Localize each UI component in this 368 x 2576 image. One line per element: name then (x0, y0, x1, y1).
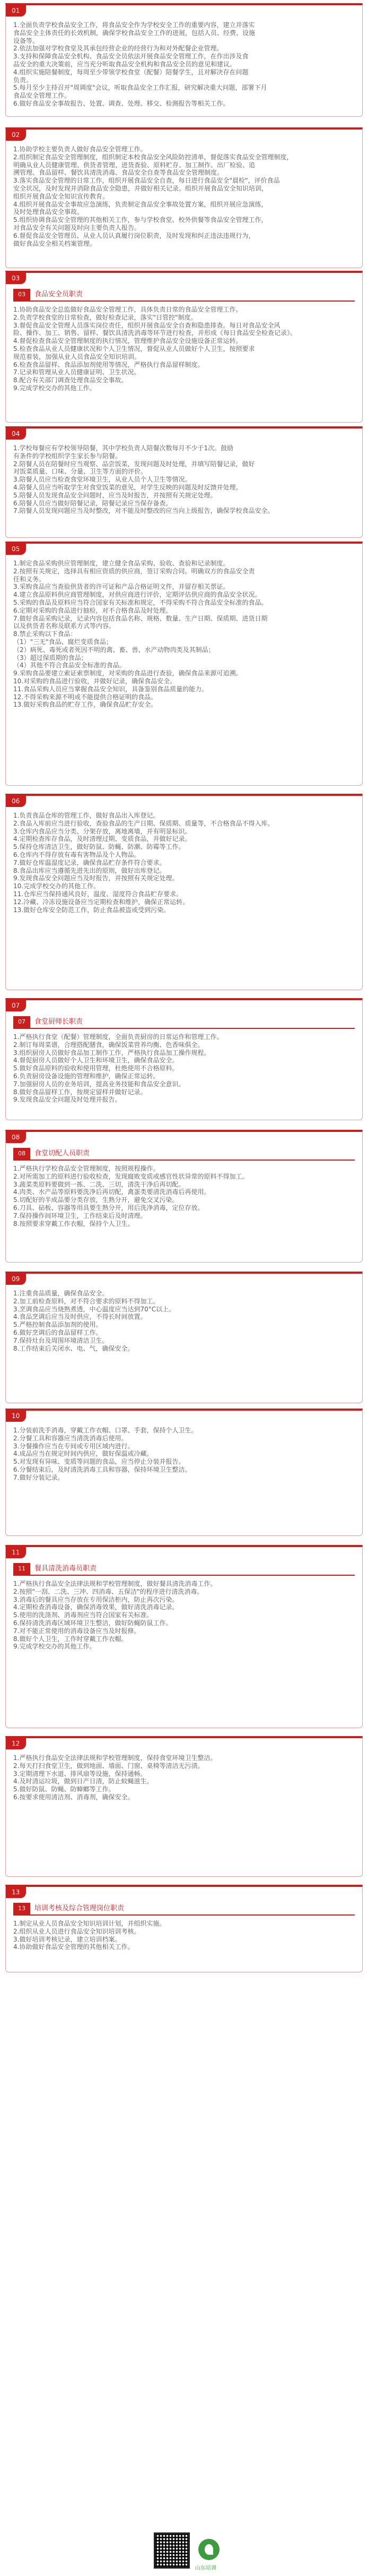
body-line: 4.定期检查库存食品，及时清理过期、变质食品，并做好记录。 (13, 835, 191, 843)
duty-section-11 (5, 1545, 363, 1728)
body-line: 3.分餐操作应当在专间或专用区域内进行。 (13, 1442, 134, 1450)
section-title (13, 1148, 355, 1161)
section-title (13, 1903, 355, 1916)
body-line: 5.陪餐人员发现食品安全问题时，应当及时报告，并按照有关规定处理。 (13, 491, 217, 499)
section-title-number: 07 (13, 1016, 30, 1028)
body-line: 8.做好食品留样工作，按规定留样并做好记录。 (13, 1088, 147, 1096)
duty-section-10 (5, 1409, 363, 1536)
body-line: 溯管理、食品留样、餐饮具清洗消毒、食品安全自查等食品安全管理制度。 (13, 169, 224, 177)
section-body (13, 145, 355, 263)
body-line: 2.分餐工具和容器应当清洗消毒后使用。 (13, 1434, 128, 1442)
duty-section-09 (5, 1272, 363, 1403)
body-line: 2.负责学校食堂的日常检查，做好检查记录，落实"日管控"制度。 (13, 313, 197, 321)
body-line: 6.保持清洗消毒区域环境卫生整洁，做好防蝇防鼠工作。 (13, 1619, 172, 1627)
body-line: 13.做好仓库安全防范工作，防止食品被盗或受到污染。 (13, 906, 170, 914)
body-line: 7.对不能正常使用的消毒设备应当及时报修。 (13, 1627, 141, 1635)
section-title-number: 13 (13, 1903, 30, 1914)
body-line: 8.按照要求穿戴工作衣帽，保持个人卫生。 (13, 1220, 134, 1227)
section-title (13, 1016, 355, 1029)
section-title-number: 08 (13, 1148, 30, 1160)
section-body (13, 1290, 355, 1398)
section-title-text: 培训考核及综合管理岗位职责 (34, 1904, 125, 1912)
body-line: 9.发现食品安全问题应当及时报告，并按照有关规定处理。 (13, 874, 179, 882)
body-line: 6.仓库内不得存放有毒有害物品及个人物品。 (13, 851, 141, 858)
section-body (13, 1165, 355, 1258)
section-tab: 05 (5, 543, 26, 555)
section-tab: 03 (5, 272, 26, 284)
section-body (13, 444, 355, 533)
duty-section-06 (5, 794, 363, 990)
body-line: 5.使用的洗涤剂、消毒剂应当符合国家有关标准。 (13, 1611, 153, 1619)
section-body (13, 812, 355, 985)
body-line: 6.刀具、砧板、容器等用具要生熟分开，用后洗净消毒，定位存放。 (13, 1204, 204, 1212)
qr-code (154, 2532, 190, 2569)
duty-section-05 (5, 542, 363, 786)
body-line: 2.每天打扫食堂卫生，做到地面、墙面、门窗、桌椅等清洁无污渍。 (13, 1762, 204, 1770)
section-title (13, 1563, 355, 1576)
body-line: 9.采购食品要建立索证索票制度，对采购的食品进行查验，确保食品来源可追溯。 (13, 669, 242, 677)
body-line: 5.严格控制食品添加剂的使用。 (13, 1321, 102, 1329)
body-line: 以及供货者名称及联系方式等内容。 (13, 622, 116, 630)
section-title (13, 289, 355, 302)
body-line: 8.禁止采购以下食品： (13, 630, 77, 638)
body-line: 5.采购的食品及原料应当符合国家有关标准和规定，不得采购不符合食品安全标准的食品。 (13, 598, 268, 606)
section-tab: 13 (5, 1886, 26, 1898)
body-line: 4.及时清运垃圾，做到日产日清，防止蚊蝇滋生。 (13, 1778, 153, 1785)
body-line: 7.保持灶台及周围环境清洁卫生。 (13, 1336, 109, 1344)
section-body (13, 1580, 355, 1723)
body-line: 6.做好食品安全事故报告、处置、调查、处理、移交、检测报告等相关工作。 (13, 99, 230, 107)
body-line: 10.完成学校交办的其他工作。 (13, 882, 100, 890)
body-line: 2.食品入库前应当进行验收，查验食品的生产日期、保质期、质量等，不合格食品不得入库。 (13, 819, 274, 827)
body-line: 4.组织实施陪餐制度，每周至少带领学校食堂（配餐）陪餐学生，且对解决存在问题 (13, 68, 249, 76)
body-line: 2.陪餐人员在陪餐时应当观察、品尝饭菜，发现问题及时处理，并填写陪餐记录，做好 (13, 460, 255, 468)
body-line: 品安全的重大决策前，应当充分听取食品安全机构和食品安全员的意见和建议。 (13, 60, 236, 68)
body-line: 1.全面负责学校食品安全工作，将食品安全作为学校安全工作的重要内容，建立并落实 (13, 21, 255, 29)
body-line: 9.完成学校交办的其他工作。 (13, 1643, 96, 1651)
duty-section-03 (5, 271, 363, 423)
body-line: 5.做好防鼠、防蝇、防蟑螂等工作。 (13, 1785, 115, 1793)
body-line: 1.协助学校主要负责人做好食品安全管理工作。 (13, 145, 147, 153)
body-line: 12.不得采购来源不明或不能提供合格证明的食品。 (13, 693, 157, 701)
body-line: 3.做好培训考核记录，建立培训档案。 (13, 1935, 121, 1943)
body-line: 5.组织协调食品安全管理的其他相关工作，参与学校食堂、校外供餐等食品安全管理工作， (13, 216, 268, 224)
section-tab: 07 (5, 1000, 26, 1011)
body-line: 1.注重食品质量，确保食品安全。 (13, 1290, 109, 1297)
section-title-text: 食品安全员职责 (34, 290, 83, 298)
section-body (13, 1427, 355, 1531)
body-line: 6.定期对采购的食品进行抽检，对不合格食品及时处理。 (13, 606, 172, 614)
body-line: 3.陪餐人员应当检查食堂环境卫生，从业人员个人卫生等情况。 (13, 476, 191, 484)
body-line: 9.发现食品安全问题及时处理并报告。 (13, 1096, 121, 1104)
section-tab: 08 (5, 1131, 26, 1143)
section-tab: 12 (5, 1738, 26, 1749)
body-line: 1.严格执行食品安全法律法规和学校管理制度，保持食堂环境卫生整洁。 (13, 1754, 217, 1762)
body-line: 对饭菜质量、口味、分量、卫生等方面的评价。 (13, 468, 147, 476)
body-line: 8.配合有关部门调查处理食品安全事故。 (13, 376, 128, 384)
section-title-text: 食堂切配人员职责 (34, 1149, 90, 1157)
section-body (13, 21, 355, 112)
body-line: 7.保持操作间环境卫生，工作结束后及时清理。 (13, 1212, 147, 1220)
body-line: 7.加强厨房人员的业务培训，提高业务技能和食品安全意识。 (13, 1080, 185, 1088)
body-line: 2.制订每周菜谱，合理搭配膳食，确保饭菜营养均衡、色香味俱全。 (13, 1041, 204, 1049)
body-line: 11.仓库应当保持通风良好，温度、湿度符合食品贮存要求。 (13, 890, 183, 898)
section-tab: 01 (5, 5, 26, 16)
body-line: 5.保持仓库清洁卫生，做好防鼠、防蝇、防潮、防霉等工作。 (13, 843, 185, 851)
section-title-number: 03 (13, 289, 30, 300)
body-line: 2.按照有关规定，选择具有相应资质的供应商，签订采购合同。明确双方的食品安全责 (13, 567, 255, 575)
body-line: 4.督促厨房人员做好个人卫生和环境卫生，确保食品安全。 (13, 1057, 179, 1064)
duty-section-01 (5, 3, 363, 117)
section-title-number: 11 (13, 1563, 30, 1575)
body-line: 12.冷藏、冷冻设施设备应当定期检查和维护，确保正常运转。 (13, 898, 189, 906)
body-line: （1）"三无"食品、腐烂变质食品； (13, 638, 112, 646)
body-line: 2.加工前检查原料，对不符合要求的原料不得加工。 (13, 1297, 160, 1305)
section-title-text: 餐具清洗消毒员职责 (34, 1565, 97, 1573)
body-line: 3.落实食品安全管理的日常工作，组织开展食品安全自查，每日进行食品安全"晨检"，评价食品 (13, 177, 280, 185)
body-line: 6.做好烹调后的食品留样工作。 (13, 1328, 102, 1336)
body-line: 4.建立食品原料供应商管理制度，对供应商进行评价，定期评估供应商的食品安全状况。 (13, 591, 261, 599)
body-line: 3.采购食品应当查验供货者的许可证和产品合格证明文件，并留存相关票证。 (13, 583, 230, 591)
body-line: 3.定期清理下水道、排风扇等设施，保持通畅。 (13, 1770, 147, 1778)
body-line: 4.陪餐人员应当听取学生对食堂饭菜的意见，对学生反映的问题及时反馈并处理。 (13, 483, 242, 491)
body-line: 4.协助做好食品安全管理的其他相关工作。 (13, 1943, 134, 1951)
body-line: 5.对发现有异味、变质等问题的食品，应当停止分装并报告。 (13, 1458, 185, 1466)
body-line: 7.做好食品采购记录，记录内容包括食品名称、规格、数量、生产日期、保质期、进货日期 (13, 614, 268, 622)
body-line: 1.学校每餐应有学校领导陪餐，其中学校负责人陪餐次数每月不少于1次。鼓励 (13, 444, 234, 452)
section-body (13, 306, 355, 418)
body-line: 4.组织开展食品安全事故应急演练，负责制定食品安全事故处置方案，组织开展应急演练， (13, 200, 268, 208)
section-tab: 10 (5, 1410, 26, 1422)
section-tab: 04 (5, 428, 26, 440)
body-line: 9.完成学校交办的其他工作。 (13, 384, 96, 392)
body-line: 6.负责厨房设备设施的管理和维护，确保正常运转。 (13, 1072, 160, 1080)
body-line: 3.消毒后的餐具应当存放在专用保洁柜内，防止再次污染。 (13, 1595, 179, 1603)
body-line: 4.督促检查食品安全管理制度的执行情况，管理维护食品安全设施设备正常运转。 (13, 337, 242, 345)
body-line: 险、操作、加工、销售、留样、餐饮具清洗消毒等环节进行检查，并形成《每日食品安全检查记录》。 (13, 329, 297, 337)
body-line: （4）其他不符合食品安全标准的食品。 (13, 662, 126, 669)
duty-section-12 (5, 1736, 363, 1877)
body-line: 7.做好仓库温湿度记录，确保食品贮存条件符合要求。 (13, 858, 166, 866)
body-line: 6.督促食品安全管理员、从业人员认真履行岗位职责，及时发现和纠正违法违规行为， (13, 231, 255, 239)
body-line: 5.做好食品原料的验收和使用管理，杜绝使用不合格原料。 (13, 1064, 179, 1072)
section-body (13, 1033, 355, 1115)
footer-label: 山东培训 (195, 2565, 216, 2571)
body-line: 1.严格执行学校食品安全管理制度，按照规程操作。 (13, 1165, 160, 1172)
body-line: 6.分餐结束后，及时清洗消毒工具和容器，保持环境卫生整洁。 (13, 1465, 191, 1473)
body-line: 3.组织厨房人员做好食品加工制作工作，严格执行食品加工操作规程。 (13, 1049, 211, 1057)
body-line: 3.支持和保障食品安全机构、食品安全员依法开展食品安全管理工作，在作出涉及食 (13, 53, 249, 61)
brand-logo-icon (198, 2539, 220, 2560)
section-body (13, 1754, 355, 1872)
body-line: 3.仓库内食品应当分类、分架存放，离地离墙，并有明显标识。 (13, 827, 191, 835)
body-line: 8.工作结束后关闭水、电、气，确保安全。 (13, 1344, 134, 1352)
body-line: 任和义务。 (13, 575, 46, 583)
body-line: 13.做好采购食品的贮存工作，确保食品贮存安全。 (13, 701, 157, 709)
body-line: 负责。 (13, 76, 33, 84)
section-body (13, 1920, 355, 1968)
section-tab: 09 (5, 1273, 26, 1285)
duty-section-04 (5, 426, 363, 538)
body-line: 2.组织从业人员进行食品安全知识培训考核。 (13, 1927, 141, 1935)
body-line: 1.协助食品安全总监做好食品安全管理工作，具体负责日常的食品安全管理工作。 (13, 306, 242, 313)
section-tab: 11 (5, 1547, 26, 1558)
body-line: 规范着装，加强从业人员食品安全知识培训。 (13, 353, 141, 360)
body-line: 4.成品应当在规定时间内供应，做好保温或冷藏。 (13, 1450, 153, 1458)
body-line: 5.每月至少主持召开"周调度"会议，听取食品安全工作汇报，研究解决重大问题，部署下月 (13, 84, 267, 92)
body-line: 8.食品出库应当遵循先进先出的原则，做好出库登记。 (13, 866, 166, 874)
body-line: 8.做好个人卫生，工作时穿戴工作衣帽。 (13, 1635, 128, 1643)
body-line: 有条件的学校组织学生家长参与陪餐。 (13, 452, 122, 460)
body-line: 11.食品采购人员应当掌握食品安全知识，具备鉴别食品质量的能力。 (13, 685, 208, 693)
section-tab: 06 (5, 795, 26, 807)
duty-section-13 (5, 1885, 363, 1972)
body-line: 设备等。 (13, 37, 39, 45)
body-line: 1.制定食品采购供应管理制度，建立健全食品采购、验收、查验和记录制度。 (13, 560, 230, 567)
duty-section-08 (5, 1130, 363, 1263)
body-line: 3.蔬菜类原料要做到一拣、二洗、三切，清洗干净后再切配。 (13, 1180, 185, 1188)
section-body (13, 560, 355, 781)
body-line: 5.切配好的半成品要分类存放，生熟分开，避免交叉污染。 (13, 1196, 179, 1204)
body-line: 做好食品安全相关档案管理。 (13, 239, 97, 247)
section-tab: 02 (5, 129, 26, 141)
body-line: 组织开展食品安全知识宣传教育。 (13, 192, 109, 200)
body-line: 1.制定从业人员食品安全知识培训计划，并组织实施。 (13, 1920, 166, 1927)
body-line: 2.依法加强对学校食堂及其承包经营企业的经营行为和对外配餐企业管理。 (13, 45, 223, 53)
body-line: 7.记录和管理从业人员健康证明、卫生状况。 (13, 368, 141, 376)
body-line: 食品安全主体责任的长效机制，确保学校食品安全工作的进展，包括人员、经费、设施 (13, 29, 256, 37)
body-line: 1.严格执行食堂（配餐）管理制度，全面负责厨房的日常运作和管理工作。 (13, 1033, 223, 1041)
body-line: 2.按照"一刮、二洗、三冲、四消毒、五保洁"的程序进行清洗消毒。 (13, 1587, 204, 1595)
body-line: 2.对所需加工的原料进行验收检查，发现腐败变质或感官性状异常的原料不得加工。 (13, 1172, 249, 1180)
body-line: 4.食品烹调后应当及时供应，不得长时间放置。 (13, 1313, 147, 1321)
body-line: 1.严格执行食品安全法律法规和学校管理制度，做好餐具清洗消毒工作。 (13, 1580, 217, 1587)
duty-section-07 (5, 998, 363, 1120)
body-line: 食品安全管理工作。 (13, 92, 71, 100)
body-line: 2.组织制定食品安全管理制度，组织制定本校食品安全风险防控清单，督促落实食品安全管理制度， (13, 153, 293, 161)
body-line: 7.做好分装记录。 (13, 1473, 64, 1481)
body-line: 5.检查食品从业人员健康状况和个人卫生情况，督促从业人员做好个人卫生，按照要求 (13, 345, 255, 353)
body-line: 10.对采购的食品进行验收，并做好记录，确保食品安全。 (13, 677, 177, 685)
body-line: （2）病死、毒死或者死因不明的禽、畜、兽、水产动物肉类及其制品； (13, 646, 215, 654)
body-line: 7.陪餐人员发现问题应当及时整改，对不能及时整改的应当向上级报告，确保学校食品安全。 (13, 507, 274, 515)
body-line: 4.肉类、水产品等原料要洗净后再切配，禽蛋类要清洗消毒后再使用。 (13, 1188, 211, 1196)
body-line: 6.检查食品留样、食品添加剂使用等情况，严格执行食品留样制度。 (13, 360, 204, 368)
duty-section-02 (5, 127, 363, 268)
body-line: 4.定期检查消毒设备，确保消毒效果，做好清洗消毒记录。 (13, 1603, 179, 1611)
body-line: 对食品安全有关问题及时向主要负责人报告。 (13, 224, 141, 231)
body-line: 安全状况，及时发现并消除食品安全隐患，并做好相关记录。组织开展食品安全知识培训， (13, 184, 268, 192)
body-line: 明确从业人员健康管理、供货者管理、进货查验、原料贮存、加工制作、出厂检验、追 (13, 161, 256, 169)
body-line: 3.督促食品安全管理人员落实岗位责任，组织开展食品安全自查和隐患排查。每日对食品安全风 (13, 321, 281, 329)
body-line: 6.陪餐人员应当做好陪餐记录，陪餐记录应当保存备查。 (13, 499, 172, 507)
body-line: 及时处理食品安全事故。 (13, 208, 84, 216)
body-line: （3）超过保质期的食品； (13, 654, 87, 662)
body-line: 1.负责食品仓库的管理工作，做好食品出入库登记。 (13, 812, 160, 819)
body-line: 6.按要求使用清洁剂、消毒剂，确保安全。 (13, 1793, 134, 1801)
body-line: 1.分装前洗手消毒，穿戴工作衣帽、口罩、手套，保持个人卫生。 (13, 1427, 198, 1434)
section-title-text: 食堂厨师长职责 (34, 1018, 83, 1026)
body-line: 3.烹调食品应当烧熟煮透，中心温度应当达到70°C以上。 (13, 1305, 176, 1313)
